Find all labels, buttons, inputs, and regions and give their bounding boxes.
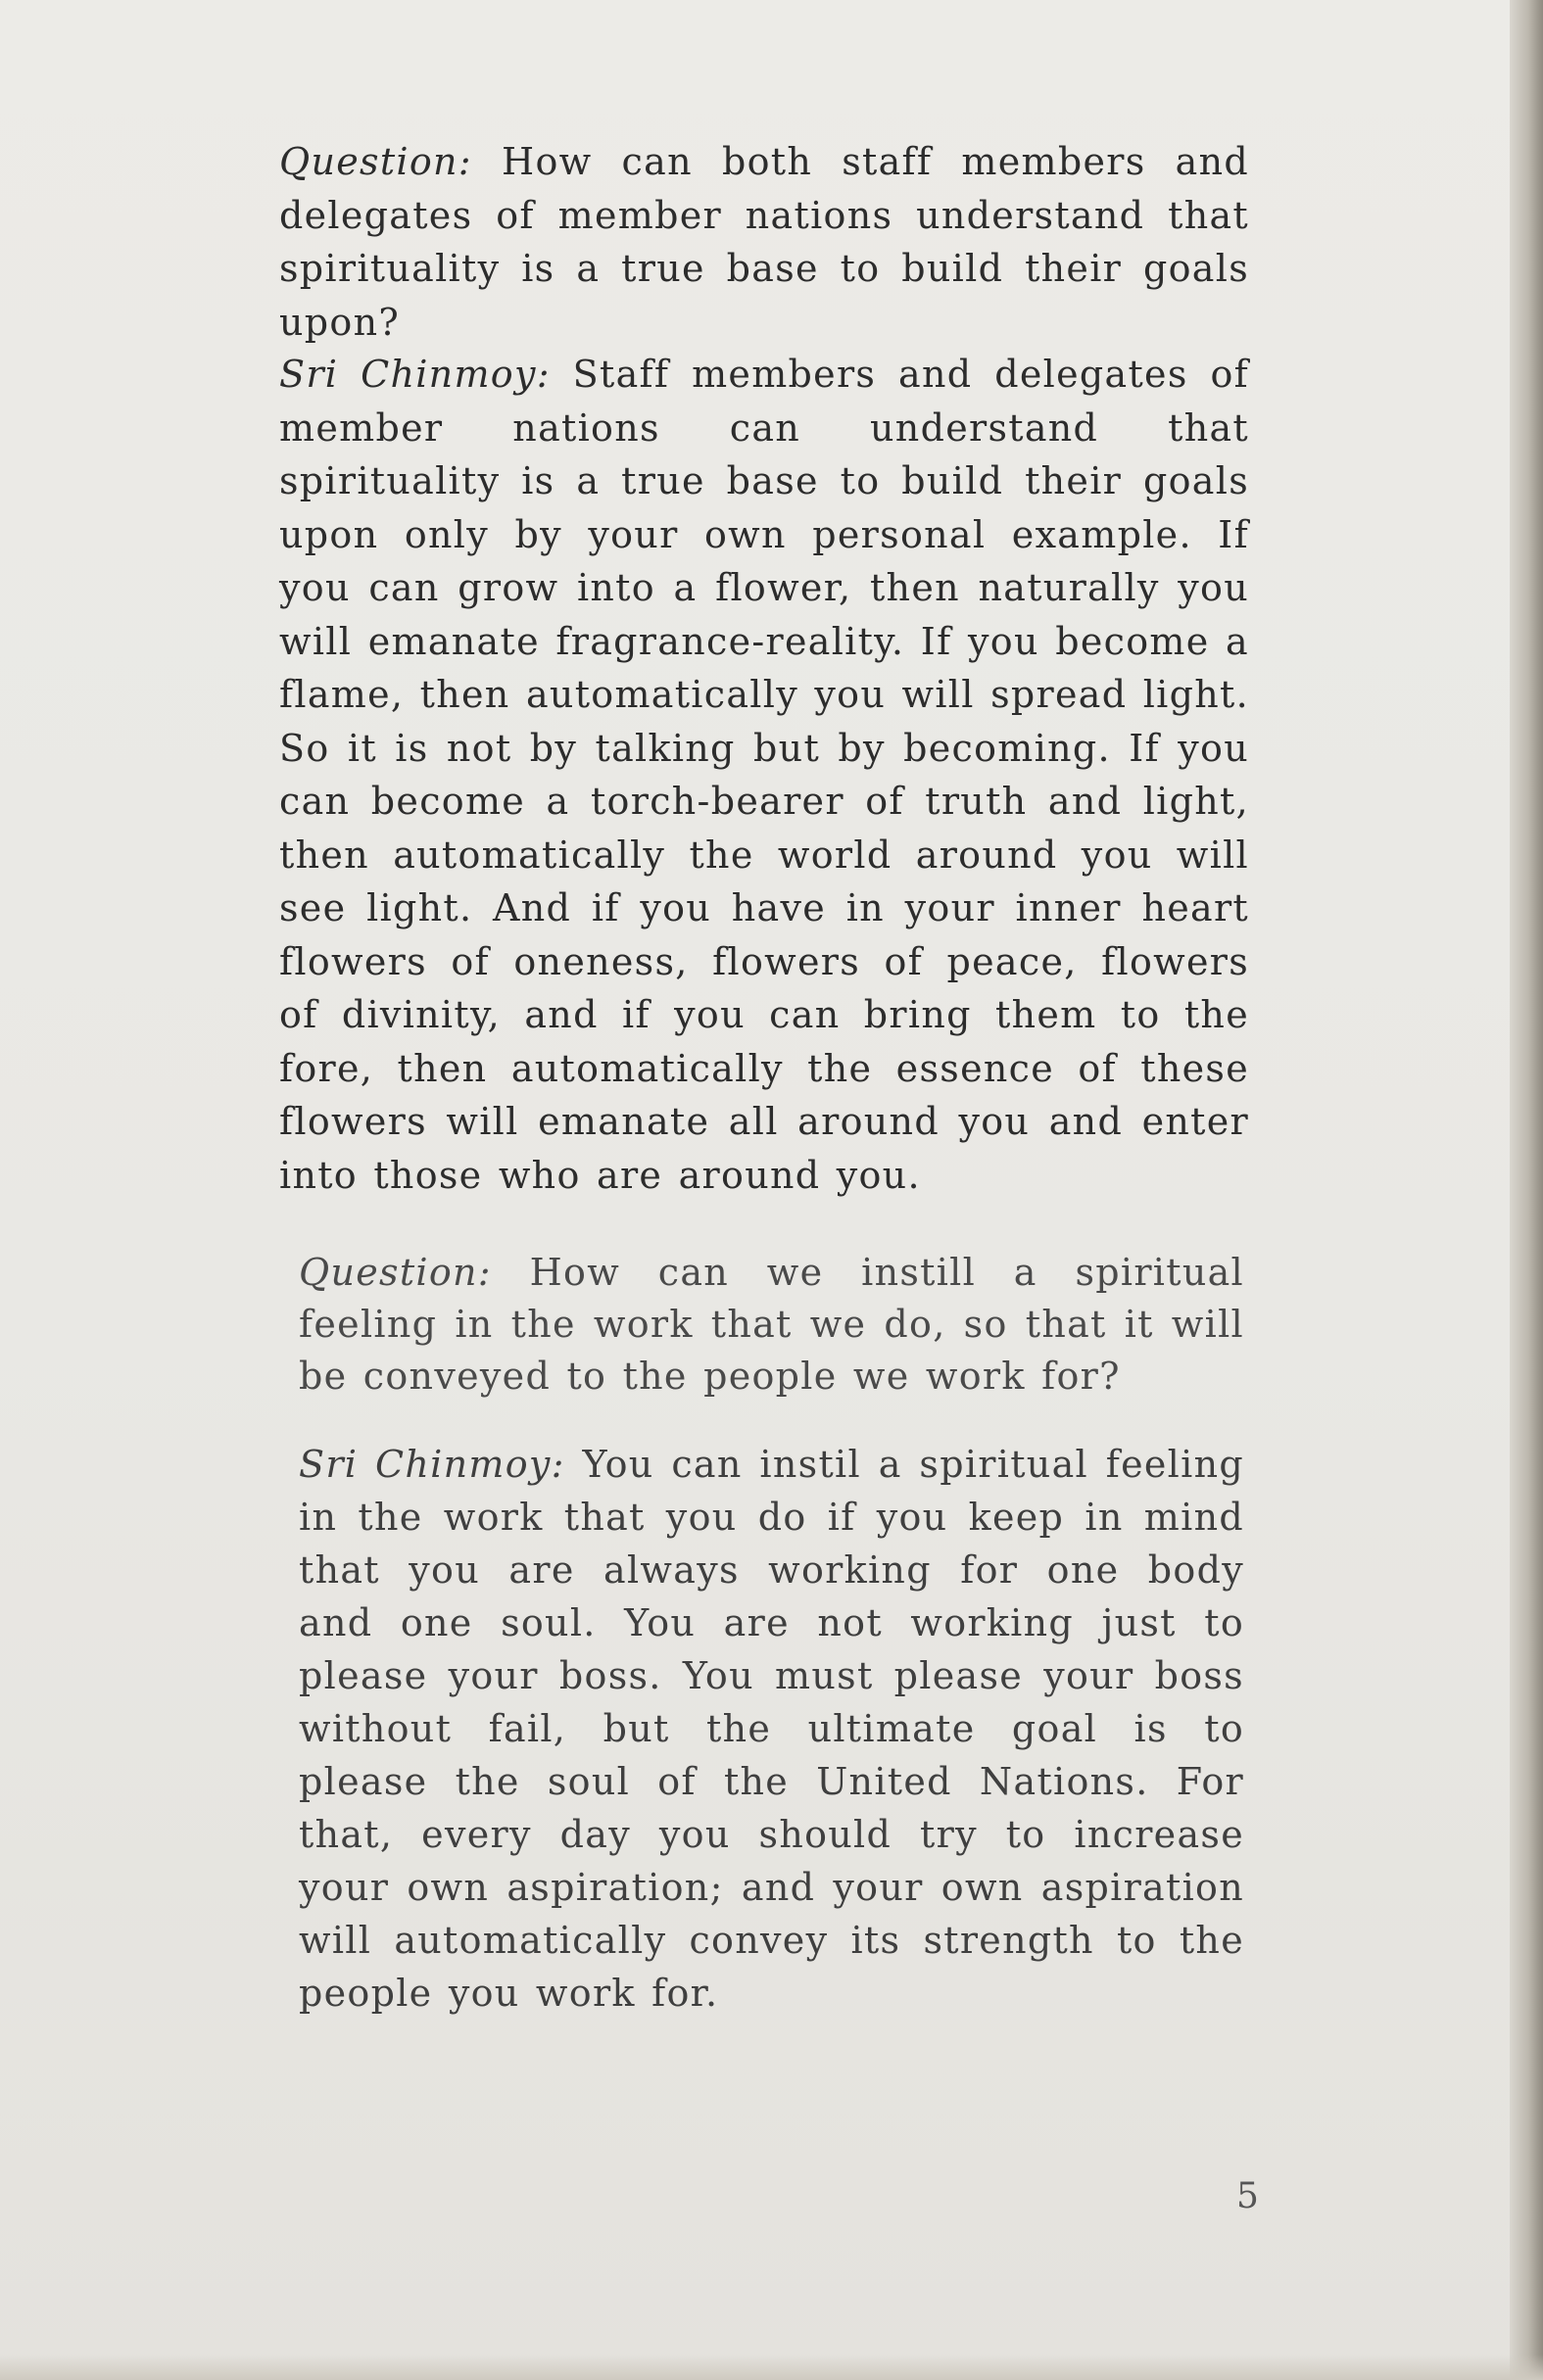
question-text: How can both staff members and delegates of member nations understand that spirituality is a true base to build their goals upon? (279, 140, 1249, 344)
question-paragraph-2 (299, 1247, 1244, 1403)
answer-text: You can instil a spiritual feeling in the work that you do if you keep in mind that you are always working for one body and one soul. You are not working just to please your boss. You must please your boss without fail, but the ultimate goal is to please the soul of the United Nations. For that, every day you should try to increase your own aspiration; and your own aspiration will automatically convey its strength to the people you work for. (299, 1443, 1244, 2015)
page-number: 5 (1236, 2176, 1259, 2216)
answer-paragraph-1 (279, 348, 1249, 1202)
page-binding-edge (1510, 0, 1543, 2380)
question-paragraph-1 (279, 135, 1249, 349)
answer-paragraph-2 (299, 1438, 1244, 2020)
answer-label: Sri Chinmoy: (299, 1443, 565, 1486)
page-bottom-shadow (0, 2355, 1543, 2380)
answer-text: Staff members and delegates of member nations can understand that spirituality is a true base to build their goals upon only by your own personal example. If you can grow into a flower, then naturally you will emanate fragrance-reality. If you become a flame, then automatically you will spread light. So it is not by talking but by becoming. If you can become a torch-bearer of truth and light, then automatically the world around you will see light. And if you have in your inner heart flowers of oneness, flowers of peace, flowers of divinity, and if you can bring them to the fore, then automatically the essence of these flowers will emanate all around you and enter into those who are around you. (279, 353, 1249, 1197)
answer-label: Sri Chinmoy: (279, 353, 551, 396)
question-label: Question: (279, 140, 472, 183)
question-label: Question: (299, 1251, 492, 1294)
question-text: How can we instill a spiritual feeling in the work that we do, so that it will be conveyed to the people we work for? (299, 1251, 1244, 1398)
